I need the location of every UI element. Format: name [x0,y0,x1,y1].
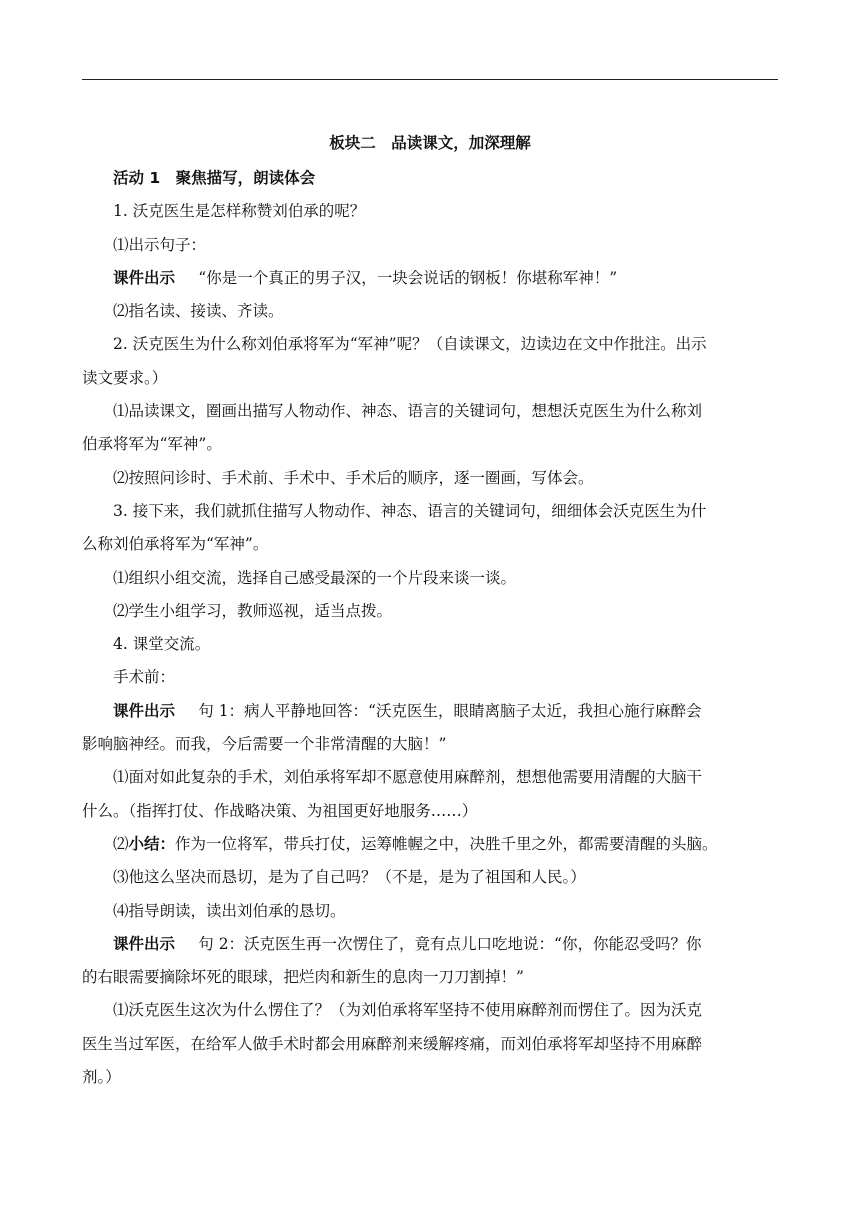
activity-label: 活动 1 聚焦描写，朗读体会 [113,169,316,187]
quote-text: “你是一个真正的男子汉，一块会说话的钢板！你堪称军神！” [198,268,618,287]
paragraph: ⑵按照问诊时、手术前、手术中、手术后的顺序，逐一圈画，写体会。 [113,468,594,487]
header-rule [82,79,778,80]
paragraph-continued: 么称刘伯承将军为“军神”。 [82,535,269,554]
paragraph-continued: 读文要求。） [82,368,168,387]
paragraph: ⑵指名读、接读、齐读。 [113,302,284,321]
paragraph-continued: 医生当过军医，在给军人做手术时都会用麻醉剂来缓解疼痛，而刘伯承将军却坚持不用麻醉 [82,1034,703,1053]
courseware-sentence-1 [82,695,778,728]
sentence-text: 句 2：沃克医生再一次愣住了，竟有点儿口吃地说：“你，你能忍受吗？你 [198,934,702,953]
paragraph-continued: 伯承将军为“军神”。 [82,435,222,454]
paragraph: 手术前： [113,668,176,687]
paragraph: 4. 课堂交流。 [113,635,211,654]
summary-label: 小结： [128,834,176,853]
courseware-label: 课件出示 [113,268,176,287]
paragraph: ⑴品读课文，圈画出描写人物动作、神态、语言的关键词句，想想沃克医生为什么称刘 [113,402,703,421]
paragraph: ⑷指导朗读，读出刘伯承的恳切。 [113,901,346,920]
section-title: 板块二 品读课文，加深理解 [329,134,531,152]
paragraph-continued: 剂。） [82,1068,121,1087]
courseware-label: 课件出示 [113,701,176,720]
activity-heading [82,162,778,195]
paragraph: ⑴面对如此复杂的手术，刘伯承将军却不愿意使用麻醉剂，想想他需要用清醒的大脑干 [113,768,703,787]
paragraph: ⑴组织小组交流，选择自己感受最深的一个片段来谈一谈。 [113,568,517,587]
summary-paragraph [82,828,778,861]
courseware-quote [82,262,778,295]
paragraph: ⑵学生小组学习，教师巡视，适当点拨。 [113,601,393,620]
paragraph: ⑴沃克医生这次为什么愣住了？（为刘伯承将军坚持不使用麻醉剂而愣住了。因为沃克 [113,1001,703,1020]
paragraph: ⑴出示句子： [113,235,207,254]
paragraph: 1. 沃克医生是怎样称赞刘伯承的呢？ [113,202,366,221]
courseware-sentence-2 [82,928,778,961]
paragraph-continued: 什么。（指挥打仗、作战略决策、为祖国更好地服务……） [82,801,478,820]
paragraph: 2. 沃克医生为什么称刘伯承将军为“军神”呢？（自读课文，边读边在文中作批注。出示 [113,335,707,354]
courseware-label: 课件出示 [113,934,176,953]
paragraph: 3. 接下来，我们就抓住描写人物动作、神态、语言的关键词句，细细体会沃克医生为什 [113,501,707,520]
sentence-text: 句 1：病人平静地回答：“沃克医生，眼睛离脑子太近，我担心施行麻醉会 [198,701,702,720]
paragraph: ⑶他这么坚决而恳切，是为了自己吗？（不是，是为了祖国和人民。） [113,868,586,887]
document-body [82,100,778,1094]
summary-prefix: ⑵ [113,834,129,853]
paragraph-continued: 的右眼需要摘除坏死的眼球，把烂肉和新生的息肉一刀刀割掉！” [82,968,524,987]
paragraph-continued: 影响脑神经。而我，今后需要一个非常清醒的大脑！” [82,735,447,754]
summary-text: 作为一位将军，带兵打仗，运筹帷幄之中，决胜千里之外，都需要清醒的头脑。 [175,834,718,853]
